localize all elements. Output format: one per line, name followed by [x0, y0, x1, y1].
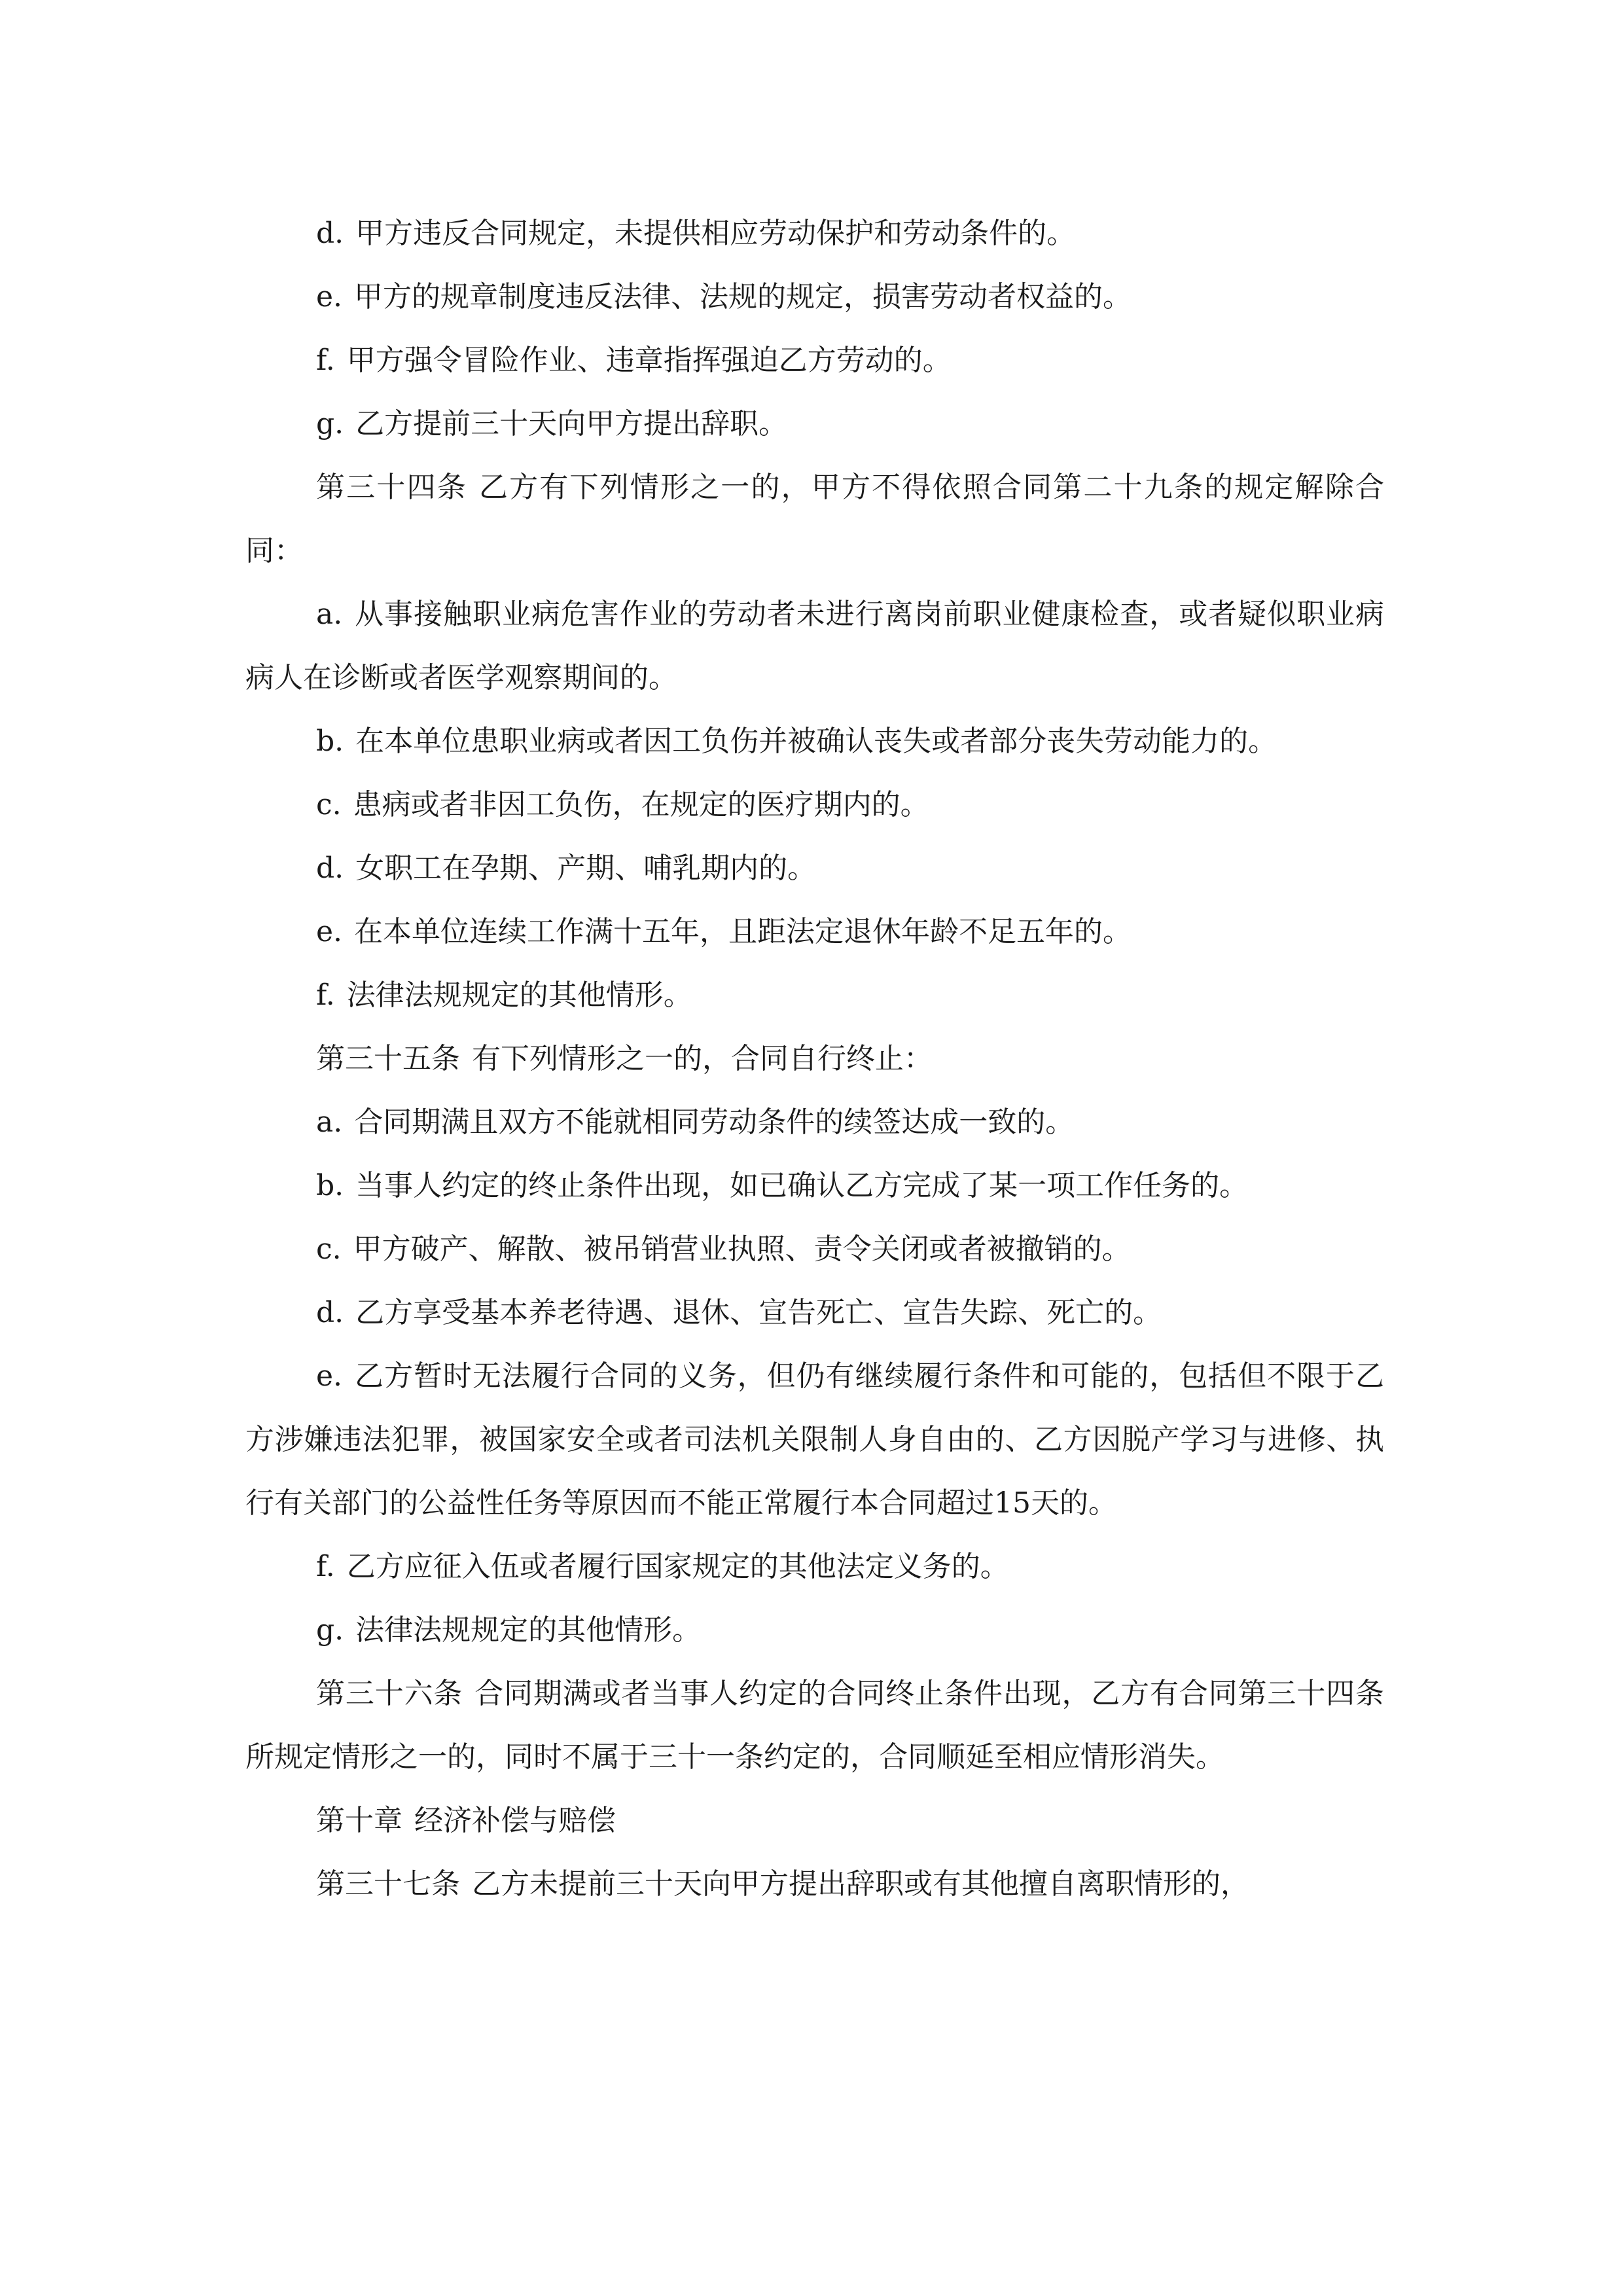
article-number: 第三十五条 — [316, 1042, 460, 1075]
paragraph — [245, 1535, 1384, 1598]
paragraph — [245, 1217, 1384, 1281]
paragraph-marker: e. — [316, 915, 343, 948]
paragraph-text: 乙方提前三十天向甲方提出辞职。 — [355, 407, 788, 440]
paragraph — [245, 1281, 1384, 1344]
chapter-number: 第十章 — [316, 1804, 402, 1837]
paragraph-text: 乙方暂时无法履行合同的义务，但仍有继续履行条件和可能的，包括但不限于乙方涉嫌违法犯罪，被国家安全或者司法机关限制人身自由的、乙方因脱产学习与进修、执行有关部门的公益性任务等原因而不能正常履行本合同超过15天的。 — [245, 1359, 1384, 1520]
paragraph — [245, 900, 1384, 963]
chapter-title: 经济补偿与赔偿 — [414, 1804, 616, 1837]
paragraph-text: 从事接触职业病危害作业的劳动者未进行离岗前职业健康检查，或者疑似职业病病人在诊断或者医学观察期间的。 — [245, 598, 1384, 694]
paragraph-marker: f. — [316, 1550, 335, 1583]
paragraph-marker: b. — [316, 1169, 344, 1202]
paragraph — [245, 773, 1384, 836]
paragraph — [245, 1090, 1384, 1154]
paragraph-marker: b. — [316, 725, 344, 758]
paragraph-marker: f. — [316, 978, 335, 1012]
paragraph-text: 乙方有下列情形之一的，甲方不得依照合同第二十九条的规定解除合同： — [245, 471, 1385, 567]
paragraph — [245, 265, 1384, 329]
paragraph-text: 甲方的规章制度违反法律、法规的规定，损害劳动者权益的。 — [354, 280, 1132, 314]
paragraph-text: 在本单位连续工作满十五年，且距法定退休年龄不足五年的。 — [354, 915, 1132, 948]
paragraph-marker: d. — [316, 1296, 344, 1329]
paragraph-text: 在本单位患职业病或者因工负伤并被确认丧失或者部分丧失劳动能力的。 — [355, 725, 1277, 758]
paragraph-text: 甲方破产、解散、被吊销营业执照、责令关闭或者被撤销的。 — [353, 1232, 1131, 1266]
paragraph — [245, 709, 1384, 773]
paragraph-text: 甲方强令冒险作业、违章指挥强迫乙方劳动的。 — [346, 344, 952, 377]
paragraph-text: 甲方违反合同规定，未提供相应劳动保护和劳动条件的。 — [355, 217, 1076, 250]
article-number: 第三十六条 — [316, 1677, 463, 1710]
paragraph — [245, 583, 1384, 709]
paragraph-marker: a. — [316, 1105, 343, 1139]
paragraph — [245, 1154, 1384, 1217]
paragraph-marker: a. — [316, 598, 343, 631]
paragraph — [245, 836, 1384, 900]
paragraph-marker: e. — [316, 1359, 343, 1393]
paragraph — [245, 1344, 1384, 1535]
paragraph-text: 乙方应征入伍或者履行国家规定的其他法定义务的。 — [346, 1550, 1009, 1583]
paragraph-marker: d. — [316, 217, 344, 250]
paragraph-text: 法律法规规定的其他情形。 — [346, 978, 692, 1012]
paragraph — [245, 963, 1384, 1027]
article-paragraph — [245, 1027, 1384, 1090]
paragraph-marker: f. — [316, 344, 335, 377]
paragraph-text: 乙方未提前三十天向甲方提出辞职或有其他擅自离职情形的， — [472, 1867, 1249, 1901]
article-paragraph — [245, 456, 1384, 583]
paragraph-text: 合同期满且双方不能就相同劳动条件的续签达成一致的。 — [354, 1105, 1075, 1139]
paragraph-text: 当事人约定的终止条件出现，如已确认乙方完成了某一项工作任务的。 — [355, 1169, 1249, 1202]
paragraph-marker: c. — [316, 788, 342, 821]
paragraph-text: 合同期满或者当事人约定的合同终止条件出现，乙方有合同第三十四条所规定情形之一的，同时不属于三十一条约定的，合同顺延至相应情形消失。 — [245, 1677, 1385, 1774]
document-body — [245, 202, 1384, 1916]
article-paragraph — [245, 1662, 1384, 1789]
paragraph — [245, 202, 1384, 265]
paragraph-marker: c. — [316, 1232, 342, 1266]
paragraph — [245, 329, 1384, 392]
chapter-heading — [245, 1789, 1384, 1852]
paragraph-text: 法律法规规定的其他情形。 — [355, 1613, 702, 1647]
article-paragraph — [245, 1852, 1384, 1916]
article-number: 第三十四条 — [316, 471, 467, 504]
paragraph — [245, 1598, 1384, 1662]
paragraph-marker: d. — [316, 852, 344, 885]
paragraph-text: 乙方享受基本养老待遇、退休、宣告死亡、宣告失踪、死亡的。 — [355, 1296, 1162, 1329]
paragraph-text: 有下列情形之一的，合同自行终止： — [472, 1042, 933, 1075]
paragraph-marker: g. — [316, 1613, 344, 1647]
paragraph-text: 患病或者非因工负伤，在规定的医疗期内的。 — [353, 788, 929, 821]
paragraph-text: 女职工在孕期、产期、哺乳期内的。 — [355, 852, 817, 885]
paragraph — [245, 392, 1384, 456]
article-number: 第三十七条 — [316, 1867, 460, 1901]
paragraph-marker: g. — [316, 407, 344, 440]
paragraph-marker: e. — [316, 280, 343, 314]
